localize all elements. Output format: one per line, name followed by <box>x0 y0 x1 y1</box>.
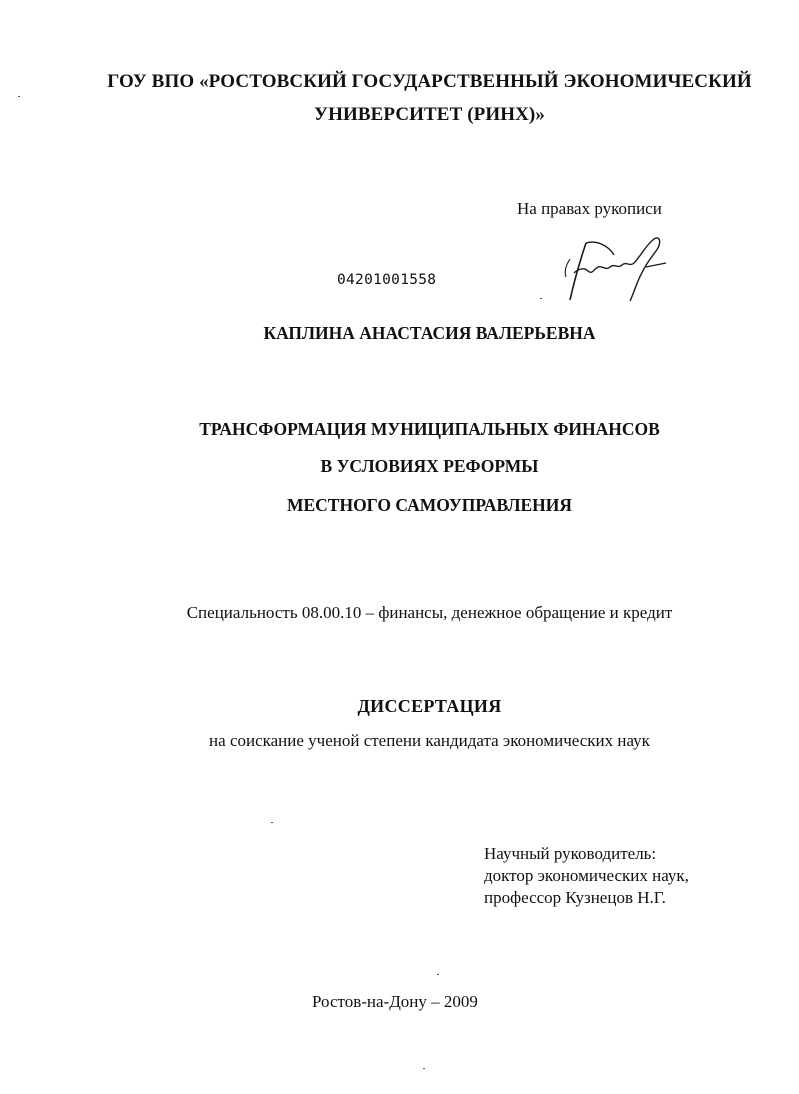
scan-speck <box>423 1068 425 1069</box>
supervisor-degree: доктор экономических наук, <box>484 866 689 885</box>
supervisor-block <box>484 843 689 909</box>
manuscript-note: На правах рукописи <box>517 199 662 218</box>
institution-line-1: ГОУ ВПО «РОСТОВСКИЙ ГОСУДАРСТВЕННЫЙ ЭКОНОМИЧЕСКИЙ <box>107 71 752 92</box>
institution-line-2: УНИВЕРСИТЕТ (РИНХ)» <box>314 104 545 125</box>
dissertation-title-line-2: В УСЛОВИЯХ РЕФОРМЫ <box>320 456 539 476</box>
dissertation-title-line-1: ТРАНСФОРМАЦИЯ МУНИЦИПАЛЬНЫХ ФИНАНСОВ <box>199 419 660 439</box>
scan-speck <box>18 96 20 97</box>
signature-icon <box>548 225 678 310</box>
supervisor-name: профессор Кузнецов Н.Г. <box>484 888 666 907</box>
scan-speck <box>271 822 273 823</box>
specialty: Специальность 08.00.10 – финансы, денежное обращение и кредит <box>186 603 673 622</box>
scan-speck <box>540 298 542 299</box>
scan-speck <box>437 974 439 975</box>
catalog-code: 04201001558 <box>337 272 437 288</box>
city-year: Ростов-на-Дону – 2009 <box>312 992 478 1011</box>
supervisor-heading: Научный руководитель: <box>484 844 657 863</box>
author-name: КАПЛИНА АНАСТАСИЯ ВАЛЕРЬЕВНА <box>263 323 596 343</box>
dissertation-title-line-3: МЕСТНОГО САМОУПРАВЛЕНИЯ <box>286 495 573 515</box>
dissertation-label: ДИССЕРТАЦИЯ <box>357 696 502 716</box>
dissertation-subtitle: на соискание ученой степени кандидата экономических наук <box>209 731 650 750</box>
